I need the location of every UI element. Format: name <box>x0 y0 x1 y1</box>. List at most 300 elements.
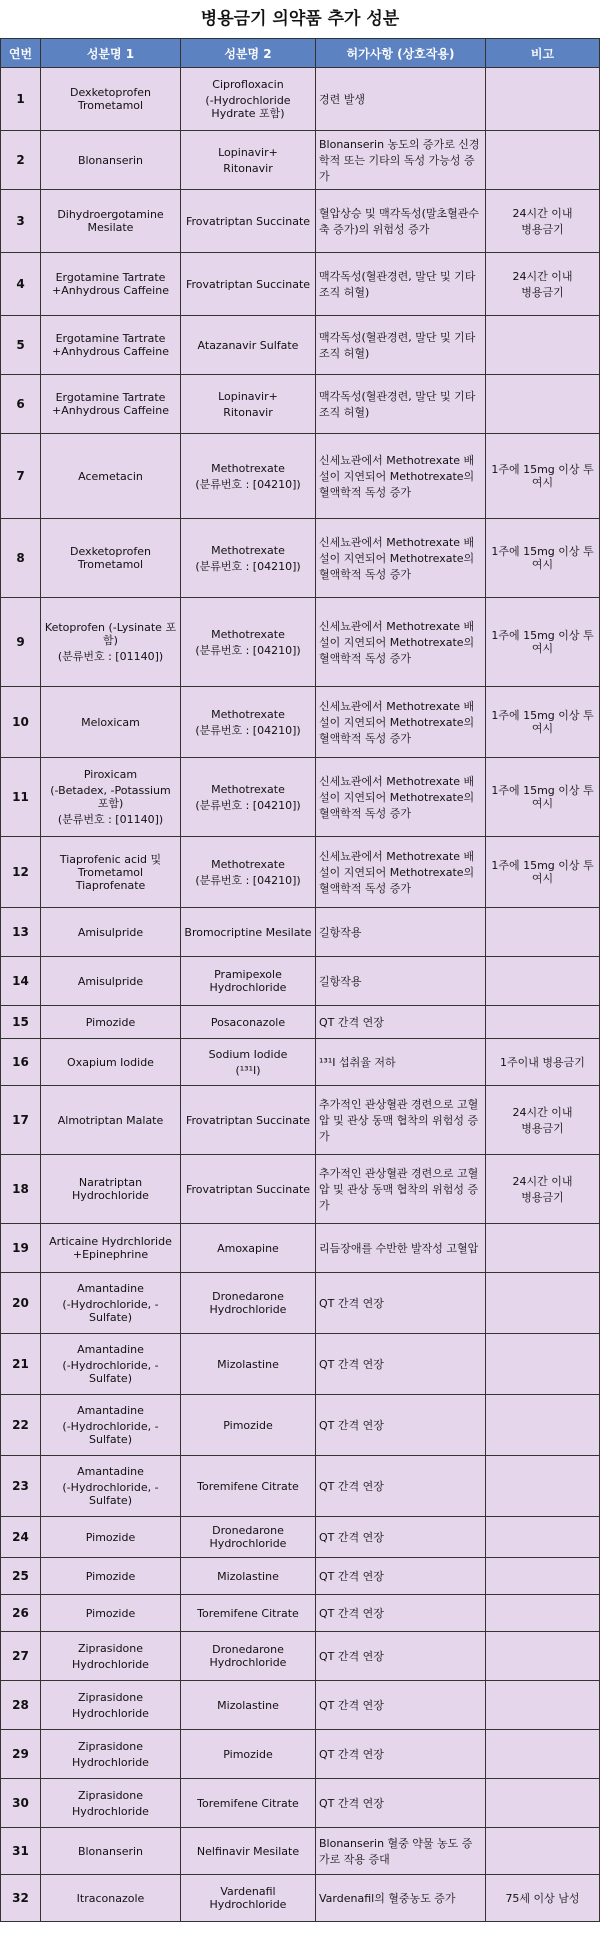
row-number: 28 <box>1 1681 41 1730</box>
ingredient-2-cell <box>181 1558 316 1595</box>
interaction-cell: 맥각독성(혈관경련, 말단 및 기타조직 허혈) <box>316 253 486 316</box>
ingredient-1-cell <box>41 1558 181 1595</box>
ingredient-1-cell <box>41 837 181 908</box>
ingredient-1-cell <box>41 1273 181 1334</box>
ingredient-1-cell <box>41 519 181 598</box>
table-row <box>1 1828 600 1875</box>
remarks-cell <box>486 687 600 758</box>
ingredient-2-line: Methotrexate <box>211 707 285 721</box>
row-number: 25 <box>1 1558 41 1595</box>
table-row <box>1 1039 600 1086</box>
ingredient-1-line: (-Hydrochloride, -Sulfate) <box>62 1298 159 1324</box>
remarks-line: 24시간 이내 <box>512 1174 573 1188</box>
ingredient-1-cell <box>41 253 181 316</box>
ingredient-1-cell <box>41 375 181 434</box>
ingredient-1-line: Pimozide <box>85 1015 136 1029</box>
ingredient-2-line: Pramipexole Hydrochloride <box>209 968 287 994</box>
ingredient-2-cell <box>181 434 316 519</box>
ingredient-1-line: Ergotamine Tartrate +Anhydrous Caffeine <box>52 271 169 297</box>
table-row <box>1 1334 600 1395</box>
row-number: 15 <box>1 1006 41 1039</box>
remarks-cell <box>486 837 600 908</box>
ingredient-2-line: Frovatriptan Succinate <box>185 1182 311 1196</box>
ingredient-1-line: Oxapium Iodide <box>67 1055 154 1069</box>
ingredient-1-cell <box>41 1875 181 1922</box>
ingredient-2-line: Mizolastine <box>217 1357 279 1371</box>
ingredient-1-line: Blonanserin <box>77 1844 144 1858</box>
interaction-cell: 경련 발생 <box>316 68 486 131</box>
remarks-cell <box>486 1730 600 1779</box>
table-row <box>1 1730 600 1779</box>
ingredient-2-cell <box>181 1086 316 1155</box>
table-row <box>1 316 600 375</box>
row-number: 11 <box>1 758 41 837</box>
remarks-cell <box>486 1828 600 1875</box>
interaction-cell: 추가적인 관상혈관 경련으로 고혈압 및 관상 동맥 협착의 위험성 증가 <box>316 1086 486 1155</box>
ingredient-1-line: Pimozide <box>85 1606 136 1620</box>
ingredient-2-line: Bromocriptine Mesilate <box>184 925 312 939</box>
ingredient-2-cell <box>181 519 316 598</box>
row-number: 21 <box>1 1334 41 1395</box>
ingredient-2-cell <box>181 1517 316 1558</box>
ingredient-2-cell <box>181 1875 316 1922</box>
row-number: 3 <box>1 190 41 253</box>
ingredient-1-cell <box>41 1517 181 1558</box>
remarks-line: 1주에 15mg 이상 투여시 <box>491 463 594 489</box>
ingredient-1-line: (분류번호 : [01140]) <box>57 650 164 663</box>
interaction-cell: 리듬장애를 수반한 발작성 고혈압 <box>316 1224 486 1273</box>
remarks-line: 1주이내 병용금기 <box>500 1055 585 1069</box>
remarks-cell <box>486 1224 600 1273</box>
table-row <box>1 253 600 316</box>
remarks-cell <box>486 68 600 131</box>
remarks-cell <box>486 519 600 598</box>
ingredient-2-line: (-Hydrochloride Hydrate 포함) <box>205 94 291 120</box>
ingredient-1-line: Ziprasidone <box>77 1739 144 1753</box>
row-number: 24 <box>1 1517 41 1558</box>
row-number: 30 <box>1 1779 41 1828</box>
table-row <box>1 1155 600 1224</box>
ingredient-1-line: Ziprasidone <box>77 1690 144 1704</box>
ingredient-1-cell <box>41 1006 181 1039</box>
ingredient-1-cell <box>41 957 181 1006</box>
interaction-cell: QT 간격 연장 <box>316 1006 486 1039</box>
table-row <box>1 687 600 758</box>
ingredient-1-cell <box>41 1681 181 1730</box>
document-title: 병용금기 의약품 추가 성분 <box>200 9 400 29</box>
ingredient-2-line: Dronedarone Hydrochloride <box>209 1524 287 1550</box>
table-row <box>1 190 600 253</box>
interaction-cell: 맥각독성(혈관경련, 말단 및 기타조직 허혈) <box>316 375 486 434</box>
remarks-cell <box>486 131 600 190</box>
ingredient-1-line: Hydrochloride <box>72 1755 149 1769</box>
interaction-cell: ¹³¹I 섭취율 저하 <box>316 1039 486 1086</box>
ingredient-1-line: Dexketoprofen Trometamol <box>70 86 151 112</box>
ingredient-2-line: Lopinavir+ <box>218 389 278 403</box>
ingredient-1-cell <box>41 68 181 131</box>
table-row <box>1 1681 600 1730</box>
ingredient-1-line: Tiaprofenic acid 및 Trometamol Tiaprofenate <box>59 852 162 892</box>
ingredient-1-line: (-Hydrochloride, -Sulfate) <box>62 1359 159 1385</box>
table-row <box>1 1779 600 1828</box>
header-interaction: 허가사항 (상호작용) <box>316 39 486 68</box>
table-row <box>1 375 600 434</box>
remarks-cell <box>486 1632 600 1681</box>
interaction-cell: QT 간격 연장 <box>316 1632 486 1681</box>
remarks-cell <box>486 758 600 837</box>
table-row <box>1 758 600 837</box>
ingredient-2-line: Mizolastine <box>217 1698 279 1712</box>
ingredient-2-cell <box>181 1595 316 1632</box>
ingredient-1-cell <box>41 1779 181 1828</box>
table-row <box>1 908 600 957</box>
row-number: 17 <box>1 1086 41 1155</box>
ingredient-1-cell <box>41 316 181 375</box>
ingredient-2-cell <box>181 1730 316 1779</box>
ingredient-2-line: Sodium Iodide <box>208 1047 288 1061</box>
ingredient-1-line: Ergotamine Tartrate +Anhydrous Caffeine <box>52 391 169 417</box>
ingredient-2-line: Frovatriptan Succinate <box>185 277 311 291</box>
ingredient-2-line: Toremifene Citrate <box>197 1796 299 1810</box>
remarks-cell <box>486 1155 600 1224</box>
remarks-line: 병용금기 <box>521 1190 564 1204</box>
ingredient-1-line: Amantadine <box>77 1343 144 1356</box>
ingredient-2-line: Dronedarone Hydrochloride <box>209 1643 287 1669</box>
table-row <box>1 1517 600 1558</box>
remarks-cell <box>486 253 600 316</box>
remarks-line: 1주에 15mg 이상 투여시 <box>491 545 594 571</box>
remarks-cell <box>486 1558 600 1595</box>
interaction-cell: QT 간격 연장 <box>316 1558 486 1595</box>
ingredient-2-line: (분류번호 : [04210]) <box>195 723 301 737</box>
ingredient-2-line: Frovatriptan Succinate <box>185 214 311 228</box>
remarks-line: 24시간 이내 <box>512 206 573 220</box>
table-row <box>1 598 600 687</box>
row-number: 31 <box>1 1828 41 1875</box>
header-ingredient-2: 성분명 2 <box>181 39 316 68</box>
row-number: 12 <box>1 837 41 908</box>
ingredient-1-line: Amisulpride <box>77 925 144 939</box>
interaction-cell: QT 간격 연장 <box>316 1595 486 1632</box>
interaction-cell: 길항작용 <box>316 908 486 957</box>
row-number: 19 <box>1 1224 41 1273</box>
ingredient-2-line: (분류번호 : [04210]) <box>195 643 301 657</box>
row-number: 1 <box>1 68 41 131</box>
remarks-cell <box>486 1086 600 1155</box>
ingredient-1-line: Pimozide <box>85 1569 136 1583</box>
remarks-cell <box>486 434 600 519</box>
ingredient-2-line: Posaconazole <box>210 1015 286 1029</box>
row-number: 5 <box>1 316 41 375</box>
ingredient-1-line: Ketoprofen (-Lysinate 포함) <box>44 621 177 647</box>
ingredient-2-cell <box>181 1681 316 1730</box>
row-number: 14 <box>1 957 41 1006</box>
interaction-cell: QT 간격 연장 <box>316 1517 486 1558</box>
ingredient-2-line: Lopinavir+ <box>218 145 278 159</box>
ingredient-2-cell <box>181 1334 316 1395</box>
table-row <box>1 1006 600 1039</box>
ingredient-2-cell <box>181 1632 316 1681</box>
ingredient-2-line: Dronedarone Hydrochloride <box>209 1290 287 1316</box>
ingredient-2-cell <box>181 1395 316 1456</box>
ingredient-2-cell <box>181 1155 316 1224</box>
ingredient-2-cell <box>181 1224 316 1273</box>
remarks-cell <box>486 1517 600 1558</box>
ingredient-1-line: Ergotamine Tartrate +Anhydrous Caffeine <box>52 332 169 358</box>
ingredient-1-line: Acemetacin <box>78 469 143 483</box>
ingredient-2-cell <box>181 316 316 375</box>
ingredient-1-cell <box>41 131 181 190</box>
ingredient-1-line: Dexketoprofen Trometamol <box>70 545 151 571</box>
table-row <box>1 1395 600 1456</box>
remarks-cell <box>486 598 600 687</box>
row-number: 27 <box>1 1632 41 1681</box>
header-ingredient-1: 성분명 1 <box>41 39 181 68</box>
remarks-line: 1주에 15mg 이상 투여시 <box>491 709 594 735</box>
row-number: 18 <box>1 1155 41 1224</box>
interaction-cell: Blonanserin 혈중 약물 농도 증가로 작용 증대 <box>316 1828 486 1875</box>
ingredient-1-line: Naratriptan Hydrochloride <box>72 1176 149 1202</box>
interaction-cell: Blonanserin 농도의 증가로 신경학적 또는 기타의 독성 가능성 증가 <box>316 131 486 190</box>
ingredient-2-line: Ciprofloxacin <box>212 78 284 91</box>
ingredient-2-line: Methotrexate <box>211 543 285 557</box>
interaction-cell: 신세뇨관에서 Methotrexate 배설이 지연되어 Methotrexate의 혈액학적 독성 증가 <box>316 758 486 837</box>
ingredient-2-line: Methotrexate <box>211 857 285 871</box>
row-number: 32 <box>1 1875 41 1922</box>
remarks-cell <box>486 1875 600 1922</box>
ingredient-2-line: Amoxapine <box>217 1241 279 1255</box>
remarks-line: 1주에 15mg 이상 투여시 <box>491 859 594 885</box>
interaction-cell: Vardenafil의 혈중농도 증가 <box>316 1875 486 1922</box>
ingredient-2-cell <box>181 1779 316 1828</box>
ingredient-2-line: Vardenafil Hydrochloride <box>209 1885 287 1911</box>
interaction-cell: 신세뇨관에서 Methotrexate 배설이 지연되어 Methotrexate의 혈액학적 독성 증가 <box>316 837 486 908</box>
table-row <box>1 131 600 190</box>
interaction-cell: 추가적인 관상혈관 경련으로 고혈압 및 관상 동맥 협착의 위험성 증가 <box>316 1155 486 1224</box>
remarks-line: 1주에 15mg 이상 투여시 <box>491 629 594 655</box>
table-row <box>1 1086 600 1155</box>
ingredient-2-cell <box>181 1039 316 1086</box>
ingredient-1-line: (분류번호 : [01140]) <box>57 813 164 826</box>
ingredient-1-line: Pimozide <box>85 1530 136 1544</box>
table-row <box>1 1632 600 1681</box>
ingredient-1-line: (-Hydrochloride, -Sulfate) <box>62 1481 159 1507</box>
remarks-cell <box>486 1039 600 1086</box>
ingredient-2-cell <box>181 253 316 316</box>
ingredient-2-line: Nelfinavir Mesilate <box>196 1844 300 1858</box>
table-row <box>1 1273 600 1334</box>
remarks-cell <box>486 1395 600 1456</box>
remarks-cell <box>486 1334 600 1395</box>
interaction-cell: QT 간격 연장 <box>316 1730 486 1779</box>
row-number: 9 <box>1 598 41 687</box>
remarks-cell <box>486 1273 600 1334</box>
remarks-line: 병용금기 <box>521 1121 564 1135</box>
ingredient-1-line: (-Betadex, -Potassium 포함) <box>50 784 171 810</box>
ingredient-1-line: Hydrochloride <box>72 1706 149 1720</box>
interaction-cell: QT 간격 연장 <box>316 1334 486 1395</box>
ingredient-2-cell <box>181 1273 316 1334</box>
ingredient-2-line: Pimozide <box>223 1747 273 1761</box>
remarks-cell <box>486 316 600 375</box>
ingredient-1-line: Blonanserin <box>77 153 144 167</box>
ingredient-2-cell <box>181 190 316 253</box>
row-number: 13 <box>1 908 41 957</box>
row-number: 4 <box>1 253 41 316</box>
row-number: 26 <box>1 1595 41 1632</box>
ingredient-2-line: Methotrexate <box>211 627 285 641</box>
ingredient-1-cell <box>41 1155 181 1224</box>
ingredient-2-cell <box>181 1006 316 1039</box>
interaction-cell: 신세뇨관에서 Methotrexate 배설이 지연되어 Methotrexate의 혈액학적 독성 증가 <box>316 687 486 758</box>
remarks-line: 24시간 이내 <box>512 269 573 283</box>
ingredient-2-cell <box>181 1456 316 1517</box>
table-row <box>1 1558 600 1595</box>
remarks-cell <box>486 1456 600 1517</box>
table-row <box>1 519 600 598</box>
header-no: 연번 <box>1 39 41 68</box>
interaction-cell: QT 간격 연장 <box>316 1456 486 1517</box>
contraindication-table <box>0 38 600 1922</box>
table-row <box>1 1224 600 1273</box>
ingredient-1-line: Amantadine <box>77 1404 144 1417</box>
ingredient-1-line: Amantadine <box>77 1465 144 1478</box>
table-row <box>1 68 600 131</box>
ingredient-1-line: (-Hydrochloride, -Sulfate) <box>62 1420 159 1446</box>
ingredient-1-line: Hydrochloride <box>72 1657 149 1671</box>
interaction-cell: 맥각독성(혈관경련, 말단 및 기타조직 허혈) <box>316 316 486 375</box>
ingredient-2-cell <box>181 837 316 908</box>
interaction-cell: 혈압상승 및 맥각독성(말초혈관수축 증가)의 위험성 증가 <box>316 190 486 253</box>
table-body <box>1 68 600 1922</box>
remarks-line: 병용금기 <box>521 222 564 236</box>
ingredient-1-cell <box>41 190 181 253</box>
ingredient-2-line: Methotrexate <box>211 782 285 796</box>
row-number: 10 <box>1 687 41 758</box>
ingredient-1-cell <box>41 598 181 687</box>
interaction-cell: QT 간격 연장 <box>316 1273 486 1334</box>
header-remarks: 비고 <box>486 39 600 68</box>
ingredient-1-cell <box>41 1039 181 1086</box>
table-row <box>1 1456 600 1517</box>
ingredient-1-cell <box>41 434 181 519</box>
row-number: 8 <box>1 519 41 598</box>
ingredient-1-line: Articaine Hydrchloride +Epinephrine <box>49 1235 172 1261</box>
remarks-cell <box>486 1595 600 1632</box>
ingredient-2-cell <box>181 375 316 434</box>
ingredient-1-line: Ziprasidone <box>77 1788 144 1802</box>
remarks-cell <box>486 957 600 1006</box>
ingredient-1-cell <box>41 1456 181 1517</box>
ingredient-1-line: Amantadine <box>77 1282 144 1295</box>
interaction-cell: 신세뇨관에서 Methotrexate 배설이 지연되어 Methotrexate의 혈액학적 독성 증가 <box>316 598 486 687</box>
table-header-row <box>1 39 600 68</box>
ingredient-2-line: Atazanavir Sulfate <box>197 338 299 352</box>
ingredient-2-line: Toremifene Citrate <box>197 1606 299 1620</box>
ingredient-1-line: Itraconazole <box>76 1891 145 1905</box>
ingredient-2-line: Ritonavir <box>223 161 273 175</box>
ingredient-2-line: Ritonavir <box>223 405 273 419</box>
ingredient-2-cell <box>181 908 316 957</box>
remarks-cell <box>486 1779 600 1828</box>
table-row <box>1 1875 600 1922</box>
row-number: 29 <box>1 1730 41 1779</box>
ingredient-2-cell <box>181 957 316 1006</box>
interaction-cell: QT 간격 연장 <box>316 1395 486 1456</box>
ingredient-1-cell <box>41 1828 181 1875</box>
ingredient-1-cell <box>41 908 181 957</box>
ingredient-2-line: (분류번호 : [04210]) <box>195 873 301 887</box>
ingredient-1-cell <box>41 1595 181 1632</box>
ingredient-1-cell <box>41 1395 181 1456</box>
ingredient-1-line: Amisulpride <box>77 974 144 988</box>
table-row <box>1 957 600 1006</box>
ingredient-1-line: Hydrochloride <box>72 1804 149 1818</box>
row-number: 23 <box>1 1456 41 1517</box>
row-number: 16 <box>1 1039 41 1086</box>
ingredient-2-cell <box>181 598 316 687</box>
row-number: 20 <box>1 1273 41 1334</box>
interaction-cell: 신세뇨관에서 Methotrexate 배설이 지연되어 Methotrexate의 혈액학적 독성 증가 <box>316 434 486 519</box>
ingredient-1-cell <box>41 1224 181 1273</box>
ingredient-2-line: (¹³¹I) <box>235 1063 261 1077</box>
ingredient-2-cell <box>181 1828 316 1875</box>
row-number: 6 <box>1 375 41 434</box>
ingredient-1-line: Ziprasidone <box>77 1641 144 1655</box>
row-number: 22 <box>1 1395 41 1456</box>
ingredient-1-cell <box>41 758 181 837</box>
ingredient-2-cell <box>181 68 316 131</box>
remarks-line: 1주에 15mg 이상 투여시 <box>491 784 594 810</box>
remarks-cell <box>486 375 600 434</box>
remarks-cell <box>486 908 600 957</box>
ingredient-2-line: (분류번호 : [04210]) <box>195 798 301 812</box>
ingredient-2-cell <box>181 131 316 190</box>
interaction-cell: 신세뇨관에서 Methotrexate 배설이 지연되어 Methotrexate의 혈액학적 독성 증가 <box>316 519 486 598</box>
remarks-cell <box>486 1006 600 1039</box>
ingredient-2-line: Methotrexate <box>211 461 285 475</box>
row-number: 7 <box>1 434 41 519</box>
ingredient-1-cell <box>41 1730 181 1779</box>
ingredient-1-line: Meloxicam <box>81 715 140 729</box>
ingredient-1-line: Dihydroergotamine Mesilate <box>57 208 164 234</box>
interaction-cell: QT 간격 연장 <box>316 1681 486 1730</box>
ingredient-2-line: Pimozide <box>223 1418 273 1432</box>
row-number: 2 <box>1 131 41 190</box>
ingredient-2-line: Frovatriptan Succinate <box>185 1113 311 1127</box>
ingredient-2-line: (분류번호 : [04210]) <box>195 477 301 491</box>
table-row <box>1 837 600 908</box>
remarks-cell <box>486 1681 600 1730</box>
ingredient-2-line: Mizolastine <box>217 1569 279 1583</box>
ingredient-2-cell <box>181 687 316 758</box>
ingredient-1-line: Almotriptan Malate <box>57 1113 164 1127</box>
remarks-line: 병용금기 <box>521 285 564 299</box>
ingredient-1-cell <box>41 1086 181 1155</box>
remarks-line: 75세 이상 남성 <box>505 1891 580 1905</box>
table-row <box>1 434 600 519</box>
remarks-line: 24시간 이내 <box>512 1105 573 1119</box>
ingredient-1-cell <box>41 1632 181 1681</box>
ingredient-1-cell <box>41 1334 181 1395</box>
ingredient-2-line: Toremifene Citrate <box>197 1479 299 1493</box>
ingredient-1-cell <box>41 687 181 758</box>
remarks-cell <box>486 190 600 253</box>
ingredient-2-line: (분류번호 : [04210]) <box>195 559 301 573</box>
ingredient-1-line: Piroxicam <box>83 768 138 781</box>
interaction-cell: QT 간격 연장 <box>316 1779 486 1828</box>
table-row <box>1 1595 600 1632</box>
